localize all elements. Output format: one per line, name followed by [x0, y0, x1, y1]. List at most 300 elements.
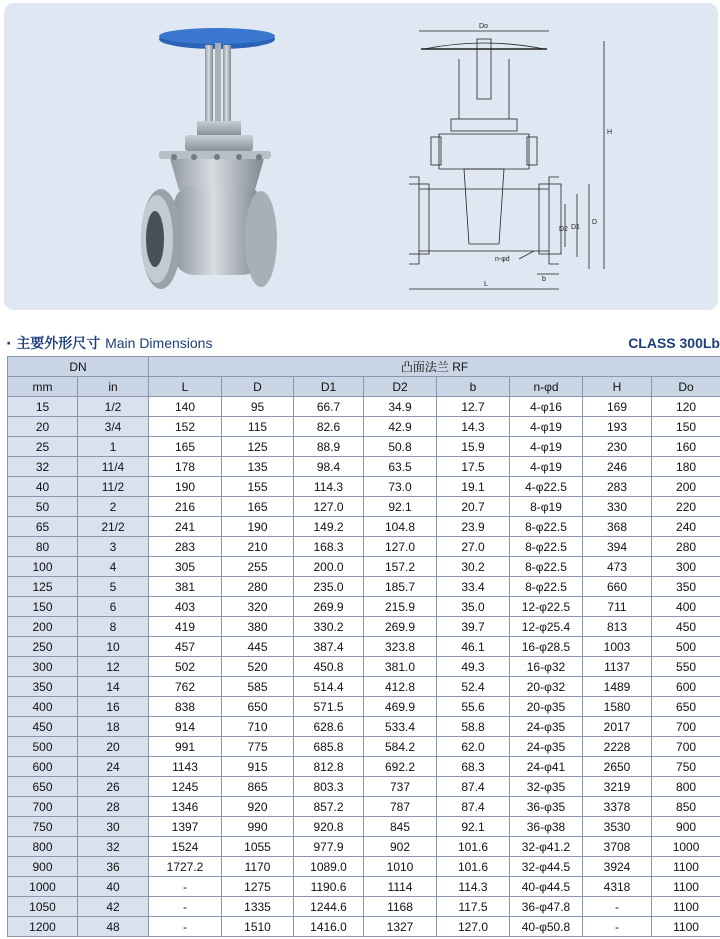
table-cell: 200	[652, 477, 720, 497]
label-n-d: n-φd	[495, 256, 510, 263]
table-cell: 220	[652, 497, 720, 517]
table-cell: 127.0	[364, 537, 437, 557]
table-cell: 36	[78, 857, 149, 877]
table-cell: 127.0	[294, 497, 364, 517]
table-cell: 3219	[583, 777, 652, 797]
table-cell: 35.0	[437, 597, 510, 617]
dimensions-table	[7, 356, 720, 937]
table-cell: 394	[583, 537, 652, 557]
table-cell: 50	[8, 497, 78, 517]
table-row	[8, 577, 720, 597]
table-cell: 115	[222, 417, 294, 437]
table-cell: -	[149, 917, 222, 937]
table-cell: 305	[149, 557, 222, 577]
table-cell: 255	[222, 557, 294, 577]
column-header: D2	[364, 377, 437, 397]
table-cell: 20	[78, 737, 149, 757]
table-cell: 101.6	[437, 837, 510, 857]
table-cell: 27.0	[437, 537, 510, 557]
table-cell: 12	[78, 657, 149, 677]
table-cell: 32-φ41.2	[510, 837, 583, 857]
table-cell: 193	[583, 417, 652, 437]
table-cell: 3/4	[78, 417, 149, 437]
table-cell: 36-φ38	[510, 817, 583, 837]
table-cell: 380	[222, 617, 294, 637]
label-d: D	[592, 219, 598, 226]
table-cell: 4318	[583, 877, 652, 897]
table-row	[8, 437, 720, 457]
table-cell: 1190.6	[294, 877, 364, 897]
table-cell: 20.7	[437, 497, 510, 517]
table-cell: 32	[8, 457, 78, 477]
table-cell: 330.2	[294, 617, 364, 637]
table-cell: 87.4	[437, 777, 510, 797]
table-cell: 500	[8, 737, 78, 757]
table-cell: 14	[78, 677, 149, 697]
table-cell: 12-φ22.5	[510, 597, 583, 617]
table-cell: 235.0	[294, 577, 364, 597]
table-cell: 269.9	[364, 617, 437, 637]
table-cell: 387.4	[294, 637, 364, 657]
table-cell: 300	[8, 657, 78, 677]
table-cell: 300	[652, 557, 720, 577]
column-header: mm	[8, 377, 78, 397]
table-row	[8, 657, 720, 677]
table-cell: 400	[652, 597, 720, 617]
table-cell: 17.5	[437, 457, 510, 477]
table-cell: 1416.0	[294, 917, 364, 937]
table-cell: 650	[222, 697, 294, 717]
table-cell: 62.0	[437, 737, 510, 757]
table-cell: 2017	[583, 717, 652, 737]
table-cell: 125	[8, 577, 78, 597]
table-cell: 180	[652, 457, 720, 477]
table-cell: 10	[78, 637, 149, 657]
table-cell: 32-φ44.5	[510, 857, 583, 877]
table-cell: 800	[652, 777, 720, 797]
table-cell: 190	[149, 477, 222, 497]
table-row	[8, 777, 720, 797]
header-dn: DN	[8, 357, 149, 377]
table-cell: 6	[78, 597, 149, 617]
table-cell: 977.9	[294, 837, 364, 857]
table-cell: 250	[8, 637, 78, 657]
label-b: b	[542, 276, 546, 283]
table-cell: 920.8	[294, 817, 364, 837]
title-bullet: ·	[6, 336, 12, 352]
table-cell: 920	[222, 797, 294, 817]
table-row	[8, 757, 720, 777]
table-cell: 330	[583, 497, 652, 517]
table-cell: 457	[149, 637, 222, 657]
table-cell: 283	[583, 477, 652, 497]
table-cell: 230	[583, 437, 652, 457]
table-cell: 685.8	[294, 737, 364, 757]
table-cell: 3530	[583, 817, 652, 837]
table-cell: 11/2	[78, 477, 149, 497]
table-cell: 2228	[583, 737, 652, 757]
table-cell: 323.8	[364, 637, 437, 657]
table-cell: 845	[364, 817, 437, 837]
table-cell: 400	[8, 697, 78, 717]
table-cell: 1100	[652, 917, 720, 937]
table-cell: 469.9	[364, 697, 437, 717]
table-cell: 502	[149, 657, 222, 677]
table-cell: 190	[222, 517, 294, 537]
table-cell: 16	[78, 697, 149, 717]
header-rf: 凸面法兰 RF	[149, 357, 720, 377]
table-cell: 200.0	[294, 557, 364, 577]
table-cell: 1489	[583, 677, 652, 697]
table-cell: 16-φ28.5	[510, 637, 583, 657]
table-cell: 8-φ19	[510, 497, 583, 517]
table-cell: 850	[652, 797, 720, 817]
table-cell: 1089.0	[294, 857, 364, 877]
table-cell: 1244.6	[294, 897, 364, 917]
table-cell: 1327	[364, 917, 437, 937]
table-cell: 200	[8, 617, 78, 637]
table-cell: 692.2	[364, 757, 437, 777]
table-cell: 4-φ19	[510, 437, 583, 457]
table-cell: 14.3	[437, 417, 510, 437]
table-cell: 628.6	[294, 717, 364, 737]
column-header: in	[78, 377, 149, 397]
table-cell: 4-φ16	[510, 397, 583, 417]
table-cell: -	[583, 897, 652, 917]
table-row	[8, 637, 720, 657]
table-cell: 500	[652, 637, 720, 657]
table-cell: 1275	[222, 877, 294, 897]
table-cell: 92.1	[437, 817, 510, 837]
table-cell: 12-φ25.4	[510, 617, 583, 637]
table-row	[8, 817, 720, 837]
table-row	[8, 397, 720, 417]
table-cell: 1346	[149, 797, 222, 817]
table-cell: 19.1	[437, 477, 510, 497]
table-cell: 155	[222, 477, 294, 497]
section-title	[6, 333, 212, 353]
table-cell: 473	[583, 557, 652, 577]
table-cell: 32-φ35	[510, 777, 583, 797]
table-cell: 711	[583, 597, 652, 617]
table-cell: 20-φ35	[510, 697, 583, 717]
table-cell: 533.4	[364, 717, 437, 737]
table-cell: 381.0	[364, 657, 437, 677]
table-cell: 520	[222, 657, 294, 677]
table-cell: 381	[149, 577, 222, 597]
table-cell: 150	[8, 597, 78, 617]
table-row	[8, 877, 720, 897]
table-cell: 23.9	[437, 517, 510, 537]
table-cell: 8-φ22.5	[510, 557, 583, 577]
table-cell: 450.8	[294, 657, 364, 677]
table-cell: 2	[78, 497, 149, 517]
table-cell: 8-φ22.5	[510, 537, 583, 557]
table-cell: 571.5	[294, 697, 364, 717]
table-cell: 914	[149, 717, 222, 737]
table-row	[8, 517, 720, 537]
column-header: b	[437, 377, 510, 397]
table-cell: 857.2	[294, 797, 364, 817]
product-banner	[4, 3, 718, 310]
table-cell: 902	[364, 837, 437, 857]
table-cell: 915	[222, 757, 294, 777]
table-cell: 42.9	[364, 417, 437, 437]
table-cell: 650	[8, 777, 78, 797]
table-cell: 95	[222, 397, 294, 417]
table-cell: 215.9	[364, 597, 437, 617]
table-cell: 24-φ35	[510, 737, 583, 757]
table-cell: 87.4	[437, 797, 510, 817]
label-d2: D2	[559, 226, 568, 233]
table-cell: 1100	[652, 877, 720, 897]
table-cell: 104.8	[364, 517, 437, 537]
table-cell: -	[149, 897, 222, 917]
table-row	[8, 597, 720, 617]
table-cell: 55.6	[437, 697, 510, 717]
table-cell: 178	[149, 457, 222, 477]
table-cell: 4-φ22.5	[510, 477, 583, 497]
table-cell: 92.1	[364, 497, 437, 517]
table-cell: 1010	[364, 857, 437, 877]
table-cell: 66.7	[294, 397, 364, 417]
table-cell: 900	[652, 817, 720, 837]
table-cell: 550	[652, 657, 720, 677]
table-cell: 40-φ50.8	[510, 917, 583, 937]
table-cell: 1335	[222, 897, 294, 917]
column-header: L	[149, 377, 222, 397]
table-cell: 24-φ35	[510, 717, 583, 737]
table-row	[8, 857, 720, 877]
table-cell: 838	[149, 697, 222, 717]
table-cell: 68.3	[437, 757, 510, 777]
table-cell: 350	[652, 577, 720, 597]
table-cell: 750	[652, 757, 720, 777]
table-cell: 63.5	[364, 457, 437, 477]
table-cell: 150	[652, 417, 720, 437]
table-cell: 157.2	[364, 557, 437, 577]
table-cell: 1510	[222, 917, 294, 937]
table-cell: 49.3	[437, 657, 510, 677]
table-cell: 46.1	[437, 637, 510, 657]
table-cell: 3	[78, 537, 149, 557]
table-column-header-row	[8, 377, 720, 397]
table-cell: 585	[222, 677, 294, 697]
table-cell: 82.6	[294, 417, 364, 437]
table-cell: 650	[652, 697, 720, 717]
table-cell: 40-φ44.5	[510, 877, 583, 897]
table-cell: 700	[652, 737, 720, 757]
table-row	[8, 717, 720, 737]
column-header: D1	[294, 377, 364, 397]
table-cell: 600	[652, 677, 720, 697]
table-cell: 412.8	[364, 677, 437, 697]
table-cell: 39.7	[437, 617, 510, 637]
table-cell: 185.7	[364, 577, 437, 597]
table-cell: 280	[222, 577, 294, 597]
table-row	[8, 917, 720, 937]
table-cell: 33.4	[437, 577, 510, 597]
table-cell: 775	[222, 737, 294, 757]
table-cell: 12.7	[437, 397, 510, 417]
table-cell: 15	[8, 397, 78, 417]
table-cell: 240	[652, 517, 720, 537]
table-cell: 737	[364, 777, 437, 797]
table-cell: 403	[149, 597, 222, 617]
table-cell: 36-φ35	[510, 797, 583, 817]
table-cell: 152	[149, 417, 222, 437]
table-row	[8, 477, 720, 497]
column-header: Do	[652, 377, 720, 397]
table-cell: 750	[8, 817, 78, 837]
table-cell: 1168	[364, 897, 437, 917]
table-cell: 5	[78, 577, 149, 597]
table-cell: 24-φ41	[510, 757, 583, 777]
table-row	[8, 417, 720, 437]
table-cell: 127.0	[437, 917, 510, 937]
table-cell: 320	[222, 597, 294, 617]
table-row	[8, 617, 720, 637]
table-cell: 168.3	[294, 537, 364, 557]
table-cell: 1000	[652, 837, 720, 857]
table-cell: 28	[78, 797, 149, 817]
table-cell: 135	[222, 457, 294, 477]
table-cell: 1170	[222, 857, 294, 877]
table-cell: 4-φ19	[510, 457, 583, 477]
table-cell: 3924	[583, 857, 652, 877]
table-cell: 269.9	[294, 597, 364, 617]
table-cell: 120	[652, 397, 720, 417]
table-cell: 450	[652, 617, 720, 637]
table-cell: 114.3	[294, 477, 364, 497]
table-cell: 283	[149, 537, 222, 557]
table-cell: 11/4	[78, 457, 149, 477]
table-cell: 368	[583, 517, 652, 537]
table-cell: 18	[78, 717, 149, 737]
table-cell: 210	[222, 537, 294, 557]
table-cell: 8-φ22.5	[510, 517, 583, 537]
table-cell: 100	[8, 557, 78, 577]
table-cell: 1397	[149, 817, 222, 837]
table-cell: 419	[149, 617, 222, 637]
table-cell: 40	[78, 877, 149, 897]
table-cell: 246	[583, 457, 652, 477]
table-cell: 1/2	[78, 397, 149, 417]
column-header: H	[583, 377, 652, 397]
table-cell: 20-φ32	[510, 677, 583, 697]
title-cn: 主要外形尺寸	[16, 336, 101, 352]
table-cell: 1114	[364, 877, 437, 897]
table-cell: 8-φ22.5	[510, 577, 583, 597]
table-cell: 34.9	[364, 397, 437, 417]
table-row	[8, 797, 720, 817]
table-cell: 2650	[583, 757, 652, 777]
table-row	[8, 837, 720, 857]
table-row	[8, 457, 720, 477]
table-cell: 1003	[583, 637, 652, 657]
table-row	[8, 697, 720, 717]
table-cell: 30	[78, 817, 149, 837]
label-d1: D1	[571, 224, 580, 231]
table-cell: 21/2	[78, 517, 149, 537]
table-cell: 991	[149, 737, 222, 757]
table-cell: 660	[583, 577, 652, 597]
table-cell: 1137	[583, 657, 652, 677]
table-cell: 1143	[149, 757, 222, 777]
column-header: n-φd	[510, 377, 583, 397]
table-cell: 32	[78, 837, 149, 857]
table-cell: 36-φ47.8	[510, 897, 583, 917]
table-cell: 15.9	[437, 437, 510, 457]
table-cell: 4-φ19	[510, 417, 583, 437]
table-cell: 600	[8, 757, 78, 777]
table-cell: 1000	[8, 877, 78, 897]
table-cell: 700	[652, 717, 720, 737]
table-cell: 20	[8, 417, 78, 437]
table-cell: 3708	[583, 837, 652, 857]
table-cell: 30.2	[437, 557, 510, 577]
table-cell: 800	[8, 837, 78, 857]
table-cell: 140	[149, 397, 222, 417]
table-cell: 762	[149, 677, 222, 697]
table-cell: 16-φ32	[510, 657, 583, 677]
table-cell: 24	[78, 757, 149, 777]
table-cell: 50.8	[364, 437, 437, 457]
table-cell: 1	[78, 437, 149, 457]
table-cell: 40	[8, 477, 78, 497]
table-cell: 865	[222, 777, 294, 797]
table-cell: -	[583, 917, 652, 937]
table-cell: 88.9	[294, 437, 364, 457]
table-row	[8, 897, 720, 917]
table-cell: 169	[583, 397, 652, 417]
table-cell: 514.4	[294, 677, 364, 697]
column-header: D	[222, 377, 294, 397]
table-row	[8, 677, 720, 697]
table-cell: 445	[222, 637, 294, 657]
table-cell: 1524	[149, 837, 222, 857]
table-cell: 26	[78, 777, 149, 797]
table-cell: 1100	[652, 897, 720, 917]
valve-dimension-drawing	[409, 19, 619, 299]
table-cell: 25	[8, 437, 78, 457]
table-cell: 803.3	[294, 777, 364, 797]
table-cell: 165	[222, 497, 294, 517]
table-cell: 48	[78, 917, 149, 937]
table-cell: 812.8	[294, 757, 364, 777]
table-cell: 8	[78, 617, 149, 637]
table-cell: 98.4	[294, 457, 364, 477]
table-cell: 117.5	[437, 897, 510, 917]
table-cell: 900	[8, 857, 78, 877]
table-cell: 58.8	[437, 717, 510, 737]
table-cell: 813	[583, 617, 652, 637]
table-cell: 149.2	[294, 517, 364, 537]
table-cell: 450	[8, 717, 78, 737]
gate-valve-photo	[129, 25, 279, 295]
table-cell: 710	[222, 717, 294, 737]
title-en: Main Dimensions	[105, 335, 213, 351]
table-cell: 280	[652, 537, 720, 557]
table-group-header-row	[8, 357, 720, 377]
table-cell: 65	[8, 517, 78, 537]
table-cell: 165	[149, 437, 222, 457]
table-cell: 52.4	[437, 677, 510, 697]
label-h: H	[607, 129, 613, 136]
table-row	[8, 557, 720, 577]
table-cell: 4	[78, 557, 149, 577]
table-cell: 80	[8, 537, 78, 557]
